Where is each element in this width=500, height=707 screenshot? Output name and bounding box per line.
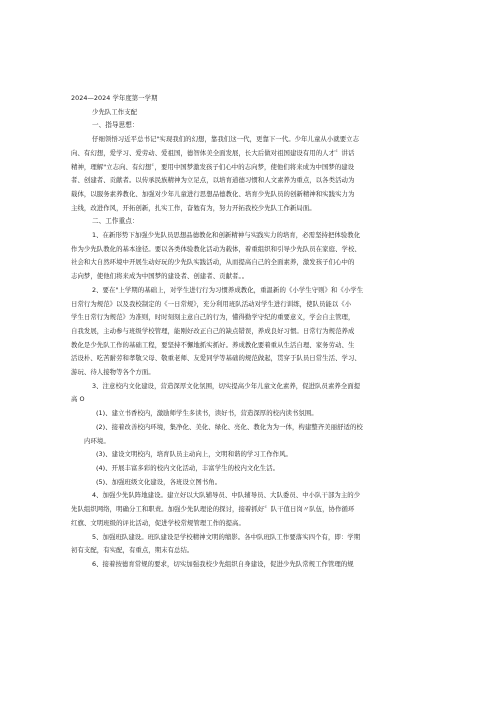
section-heading-work-focus: 二、工作重点： xyxy=(92,217,139,226)
text-line: 仔细领悟习近平总书记"实现我们的幻想，靠我们这一代，更靠下一代。少年儿童从小就要立志 xyxy=(92,135,360,144)
text-line: 红旗、文明班级的评比活动，促进学校常规管理工作的提高。 xyxy=(71,518,245,527)
list-item-continuation: 内环境。 xyxy=(84,436,110,445)
paragraph-focus-2 xyxy=(71,284,440,380)
text-line: 先队组织网络，明确分工和职责。加强少先队理论的探讨，接着抓好〞队干值日岗〃队伍，协作循环 xyxy=(71,505,355,514)
text-line: 活设朴、吃苦耐劳和孝敬父母、敬重老师、友爱同学等基础的规范做起，贯穿于队员日常生活、学习、 xyxy=(71,354,361,363)
text-line: 学生日常行为规范》为准则，时时刻刻主意自己的行为，懂得勤学守纪的重要意义，学会自主管理， xyxy=(71,313,355,322)
text-line: 高 O xyxy=(71,395,85,404)
text-line: 主线，改进作风，开拓创新，扎实工作，奋勉有为，努力开拓我校少先队工作新局面。 xyxy=(71,203,316,212)
text-line: 6、接着按德育常规的要求，切实加强我校少先组织自身建设，促进少先队常规工作管理的规 xyxy=(92,559,354,568)
text-line: 者、创建者、贡献者。以传承民族精神为立足点，以培育道德习惯和人文素养为重点，以各类活动为 xyxy=(71,176,355,185)
paragraph-focus-4 xyxy=(71,489,440,530)
paragraph-focus-6 xyxy=(71,558,440,572)
list-item: (3)、建设文明校内，培育队员主动向上，文明和谐的学习工作作风。 xyxy=(96,450,292,459)
text-line: 3、注意校内文化建设，营造深厚文化氛围，切实提高少年儿童文化素养，促进队员素养全面提 xyxy=(92,381,361,390)
list-item: (1)、建立书香校内，激励师学生多读书，读好书，营造深厚的校内读书氛围。 xyxy=(96,409,318,418)
paragraph-focus-5 xyxy=(71,531,440,558)
text-line: 4、加强少先队阵地建设。建立好以大队辅导员、中队辅导员、大队委员、中小队干部为主的少 xyxy=(92,491,361,500)
text-line: 1、在新形势下加强少先队员思想品德教化和创新精神与实践实力的培育，必需坚持把体验教化 xyxy=(92,231,361,240)
text-line: 日常行为规范》以及我校制定的《一日常规》，充分利用班队活动对学生进行训练，使队员能以《小 xyxy=(71,299,352,308)
term-line: 2024—2024 学年度第一学期 xyxy=(71,94,158,102)
text-line: 初有支配，有实配，有重点，期末有总结。 xyxy=(71,546,194,555)
sub-item-list xyxy=(71,407,440,489)
paragraph-focus-3 xyxy=(71,380,440,407)
text-line: 教化是少先队工作的基础工程，要坚持不懈地抓实抓好。养成教化要着重从生活自理、家务劳动、生 xyxy=(71,340,355,349)
text-line: 向、有幻想，爱学习、爱劳动、爱祖国，德智体美全面发展，长大后做对祖国建设有用的人才〞讲话 xyxy=(71,148,355,157)
paragraph-guiding-thought xyxy=(71,133,440,215)
document-title: 少先队工作支配 xyxy=(92,107,138,116)
text-line: 精神，理解"立志向、有幻想〞，要用中国梦激发孩子们心中的志向梦，使他们将来成为中国梦的建设 xyxy=(71,162,355,171)
paragraph-focus-1 xyxy=(71,229,440,284)
text-line: 作为少先队教化的基本途径。要以各类体验教化活动为载体，着重组织和引导少先队员在家庭、学校、 xyxy=(71,244,361,253)
list-item: (5)、加强班级文化建设，各班设立图书角。 xyxy=(96,477,222,486)
list-item: (2)、接着改善校内环境，集净化、美化、绿化、亮化、教化为为一体，构建整齐美丽舒适的校 xyxy=(96,422,363,431)
text-line: 社会和大自然环境中开展生动好玩的少先队实践活动，从而提高自己的全面素养，激发孩子们心中的 xyxy=(71,258,355,267)
text-line: 2、要在"上学期的基础上，对学生进行行为习惯养成教化，重温新的《小学生守则》和《小学生 xyxy=(92,285,364,294)
list-item: (4)、开展丰富多彩的校内文化活动，丰富学生的校内文化生活。 xyxy=(96,463,280,472)
text-line: 载体，以服务素养教化、加强对少年儿童进行思想品德教化、培育少先队员的创新精神和实践实力为 xyxy=(71,189,355,198)
text-line: 志向梦，使他们将来成为中国梦的建设者、创建者、贡献者。。 xyxy=(71,272,249,281)
text-line: 5、加强班队建设。班队建设是学校精神文明的缩影。各中队班队工作要落实四个有，即：学期 xyxy=(92,532,361,541)
text-line: 游玩、待人接物等各个方面。 xyxy=(71,368,155,377)
section-heading-guiding: 一、指导思想： xyxy=(92,121,139,130)
text-line: 自我发展，主动参与班级学校管理，能刚好改正自己的缺点错误，养成良好习惯。日常行为规范养成 xyxy=(71,326,355,335)
